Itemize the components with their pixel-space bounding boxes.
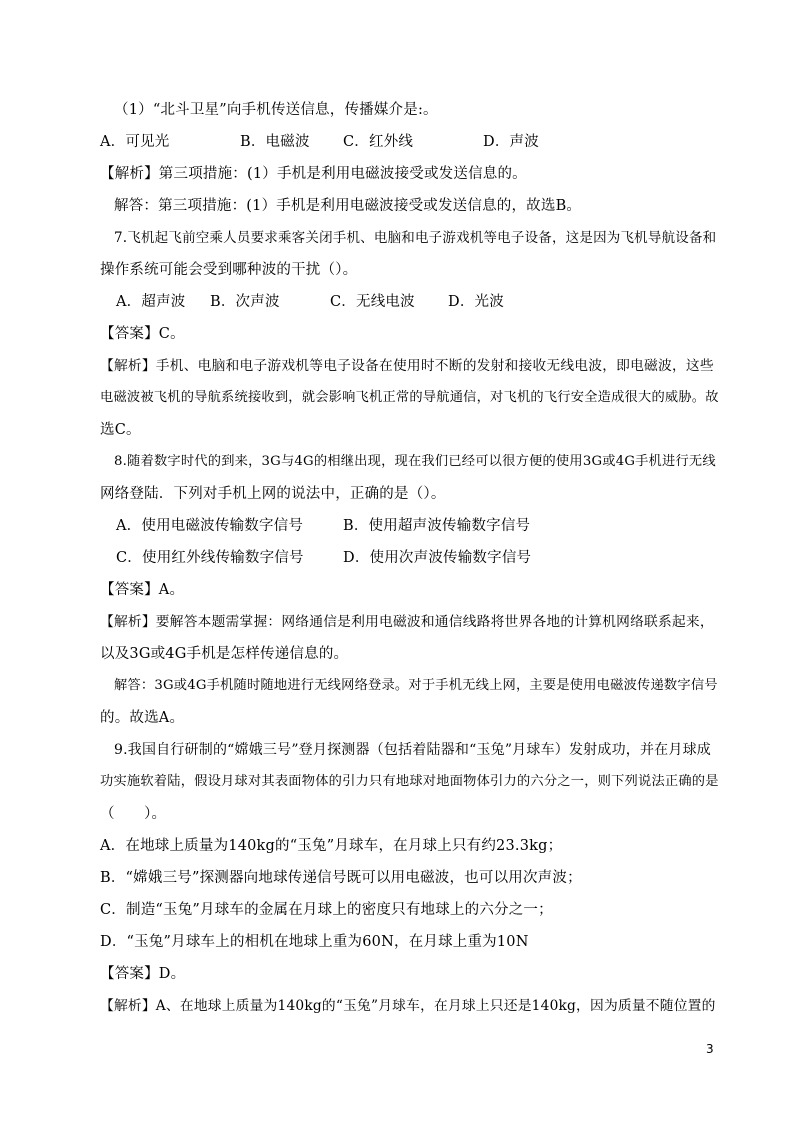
q7-question-line-2: 操作系统可能会受到哪种波的干扰（）。 [100,262,358,278]
q8-solution-line-2: 的。故选A。 [100,710,185,726]
page-number: 3 [706,1042,714,1056]
q7-analysis-line-1: 【解析】手机、电脑和电子游戏机等电子设备在使用时不断的发射和接收无线电波，即电磁波，这些 [100,358,714,374]
q7-analysis-line-2: 电磁波被飞机的导航系统接收到，就会影响飞机正常的导航通信，对飞机的飞行安全造成很大的威胁。故 [100,390,719,405]
q8-solution-line-1: 解答：3G或4G手机随时随地进行无线网络登录。对于手机无线上网，主要是使用电磁波传递数字信号 [114,678,718,693]
q6-sub-question: （1）“北斗卫星”向手机传送信息，传播媒介是:。 [114,102,438,118]
q8-option-a: A．使用电磁波传输数字信号 [116,518,304,534]
q6-option-d: D．声波 [483,134,539,150]
q7-option-d: D．光波 [448,294,504,310]
q8-question-line-2: 网络登陆．下列对手机上网的说法中，正确的是（）。 [100,486,446,502]
q9-answer: 【答案】D。 [100,966,186,982]
q6-analysis: 【解析】第三项措施：(1）手机是利用电磁波接受或发送信息的。 [100,166,527,182]
q6-solution: 解答：第三项措施：(1）手机是利用电磁波接受或发送信息的，故选B。 [114,198,582,214]
q6-option-b: B．电磁波 [240,134,310,150]
q9-option-a: A．在地球上质量为140kg的“玉兔”月球车，在月球上只有约23.3kg； [100,838,563,854]
q8-question-line-1: 8.随着数字时代的到来，3G与4G的相继出现，现在我们已经可以很方便的使用3G或4G手机进行无线 [114,454,716,469]
q9-question-line-1: 9.我国自行研制的“嫦娥三号”登月探测器（包括着陆器和“玉兔”月球车）发射成功，并在月球成 [114,742,711,758]
q7-analysis-line-3: 选C。 [100,422,141,438]
q7-option-a: A．超声波 [116,294,186,310]
q8-analysis-line-2: 以及3G或4G手机是怎样传递信息的。 [100,646,349,662]
q7-option-c: C．无线电波 [330,294,415,310]
q7-option-b: B．次声波 [210,294,280,310]
q8-option-d: D．使用次声波传输数字信号 [343,550,532,566]
q6-option-a: A．可见光 [100,134,170,150]
q6-option-c: C．红外线 [343,134,414,150]
q9-option-c: C．制造“玉兔”月球车的金属在月球上的密度只有地球上的六分之一； [100,902,553,918]
q9-option-d: D．“玉兔”月球车上的相机在地球上重为60N，在月球上重为10N [100,934,529,950]
q9-option-b: B．“嫦娥三号”探测器向地球传递信号既可以用电磁波，也可以用次声波； [100,870,582,886]
q8-answer: 【答案】A。 [100,582,185,598]
q9-analysis-line-1: 【解析】A、在地球上质量为140kg的“玉兔”月球车，在月球上只还是140kg，因为质量不随位置的 [100,998,716,1014]
q9-question-line-3: （ ）。 [100,806,167,822]
q8-option-b: B．使用超声波传输数字信号 [343,518,531,534]
q8-analysis-line-1: 【解析】要解答本题需掌握：网络通信是利用电磁波和通信线路将世界各地的计算机网络联系起来， [100,614,714,630]
q8-option-c: C．使用红外线传输数字信号 [116,550,304,566]
q9-question-line-2: 功实施软着陆，假设月球对其表面物体的引力只有地球对地面物体引力的六分之一，则下列说法正确的是 [100,774,719,789]
q7-answer: 【答案】C。 [100,326,185,342]
q7-question-line-1: 7.飞机起飞前空乘人员要求乘客关闭手机、电脑和电子游戏机等电子设备，这是因为飞机导航设备和 [114,230,717,246]
